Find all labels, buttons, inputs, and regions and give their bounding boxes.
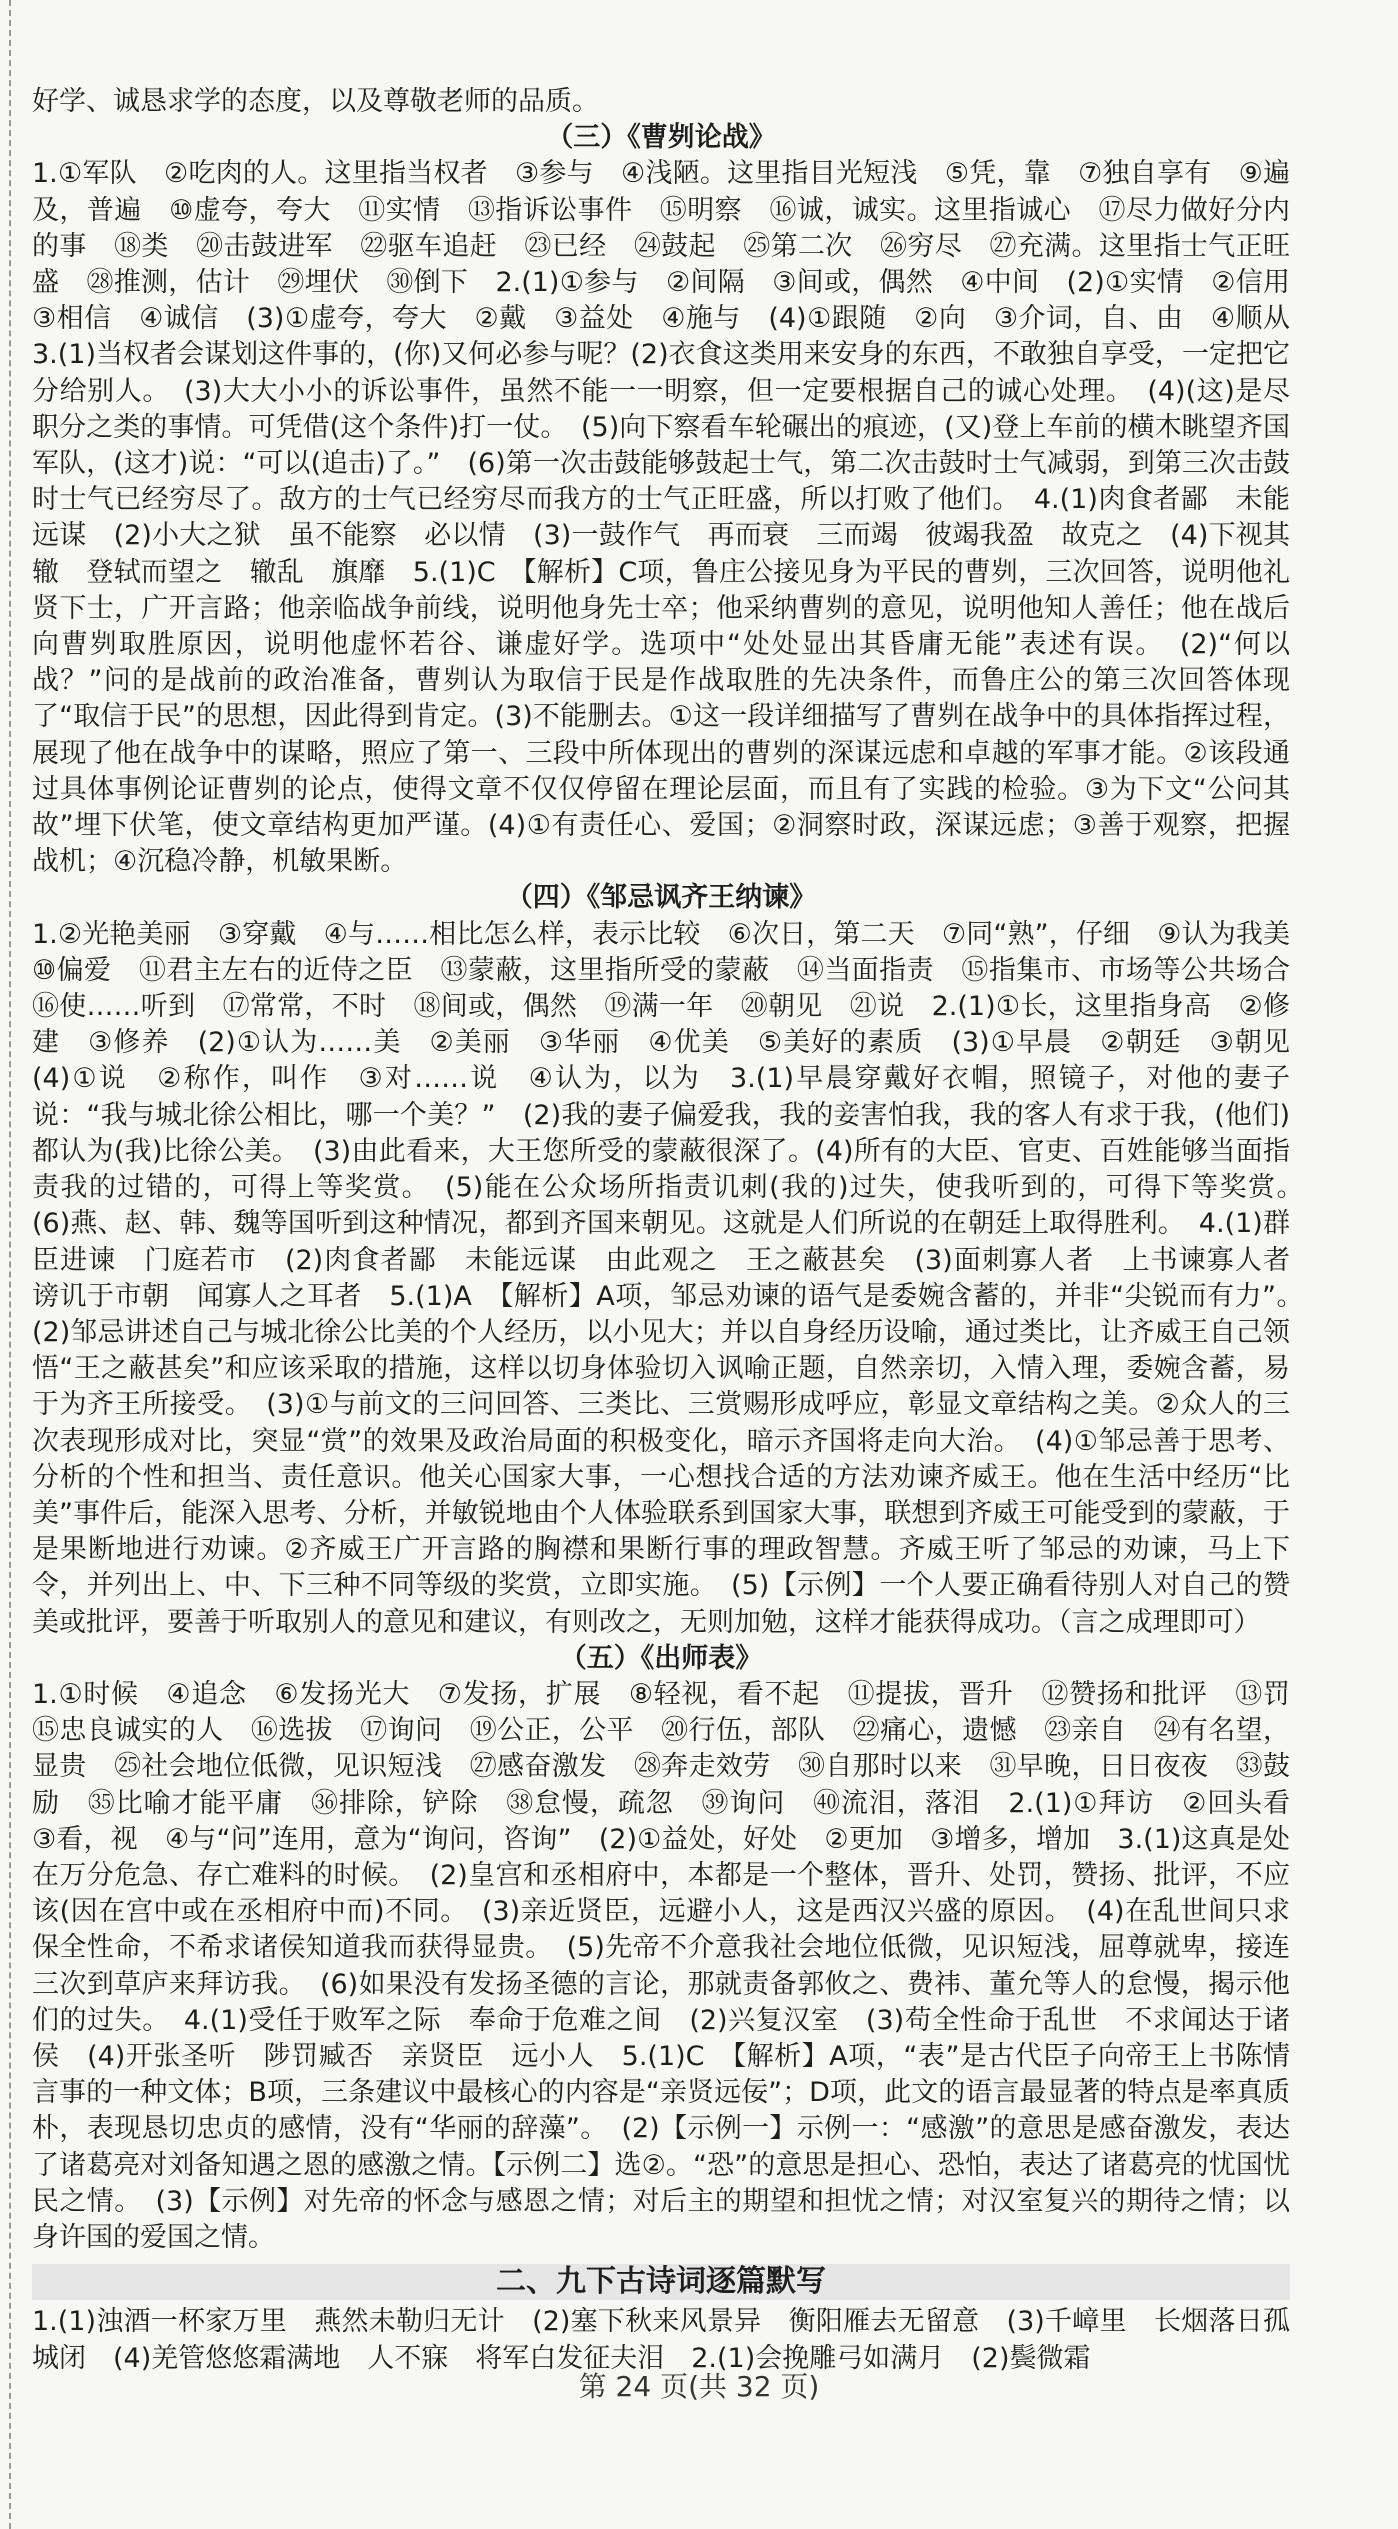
section-heading: （三）《曹刿论战》 [546, 122, 776, 154]
part-heading: 二、九下古诗词逐篇默写 [32, 2264, 1290, 2300]
section-heading: （四）《邹忌讽齐王纳谏》 [505, 882, 817, 914]
answer-paragraph: 1.①军队 ②吃肉的人。这里指当权者 ③参与 ④浅陋。这里指目光短浅 ⑤凭，靠 ⑦独自享有 ⑨遍及，普遍 ⑩虚夸，夸大 ⑪实情 ⑬指诉讼事件 ⑮明察 ⑯诚，诚实。这里指诚心 ⑰尽力做好分内的事 ⑱类 ⑳击鼓进军 ㉒驱车追赶 ㉓已经 ㉔鼓起 ㉕第二次 ㉖穷尽 ㉗充满。这里指士气正旺盛 ㉘推测，估计 ㉙埋伏 ㉚倒下 2.(1)①参与 ②间隔 ③间或，偶然 ④中间 (2)①实情 ②信用 ③相信 ④诚信 (3)①虚夸，夸大 ②戴 ③益处 ④施与 (4)①跟随 ②向 ③介词，自、由 ④顺从 3.(1)当权者会谋划这件事的，(你)又何必参与呢？(2)衣食这类用来安身的东西，不敢独自享受，一定把它分给别人。 (3)大大小小的诉讼事件，虽然不能一一明察，但一定要根据自己的诚心处理。 (4)(这)是尽职分之类的事情。可凭借(这个条件)打一仗。 (5)向下察看车轮碾出的痕迹，(又)登上车前的横木眺望齐国军队，(这才)说：“可以(追击)了。” (6)第一次击鼓能够鼓起士气，第二次击鼓时士气减弱，到第三次击鼓时士气已经穷尽了。敌方的士气已经穷尽而我方的士气正旺盛，所以打败了他们。 4.(1)肉食者鄙 未能远谋 (2)小大之狱 虽不能察 必以情 (3)一鼓作气 再而衰 三而竭 彼竭我盈 故克之 (4)下视其辙 登轼而望之 辙乱 旗靡 5.(1)C 【解析】C项，鲁庄公接见身为平民的曹刿，三次回答，说明他礼贤下士，广开言路；他亲临战争前线，说明他身先士卒；他采纳曹刿的意见，说明他知人善任；他在战后向曹刿取胜原因，说明他虚怀若谷、谦虚好学。选项中“处处显出其昏庸无能”表述有误。 (2)“何以战？”问的是战前的政治准备，曹刿认为取信于民是作战取胜的先决条件，而鲁庄公的第三次回答体现了“取信于民”的思想，因此得到肯定。(3)不能删去。①这一段详细描写了曹刿在战争中的具体指挥过程，展现了他在战争中的谋略，照应了第一、三段中所体现出的曹刿的深谋远虑和卓越的军事才能。②该段通过具体事例论证曹刿的论点，使得文章不仅仅停留在理论层面，而且有了实践的检验。③为下文“公问其故”埋下伏笔，使文章结构更加严谨。(4)①有责任心、爱国；②洞察时政，深谋远虑；③善于观察，把握战机；④沉稳冷静，机敏果断。 [32, 158, 1317, 878]
answer-text-body [32, 84, 1317, 2377]
answer-paragraph: 好学、诚恳求学的态度，以及尊敬老师的品质。 [32, 86, 599, 117]
answer-paragraph: 1.①时候 ④追念 ⑥发扬光大 ⑦发扬，扩展 ⑧轻视，看不起 ⑪提拔，晋升 ⑫赞扬和批评 ⑬罚 ⑮忠良诚实的人 ⑯选拔 ⑰询问 ⑲公正，公平 ⑳行伍，部队 ㉒痛心，遗憾 ㉓亲自 ㉔有名望，显贵 ㉕社会地位低微，见识短浅 ㉗感奋激发 ㉘奔走效劳 ㉚自那时以来 ㉛早晚，日日夜夜 ㉝鼓励 ㉟比喻才能平庸 ㊱排除，铲除 ㊳怠慢，疏忽 ㊴询问 ㊵流泪，落泪 2.(1)①拜访 ②回头看 ③看，视 ④与“问”连用，意为“询问，咨询” (2)①益处，好处 ②更加 ③增多，增加 3.(1)这真是处在万分危急、存亡难料的时候。 (2)皇宫和丞相府中，本都是一个整体，晋升、处罚，赞扬、批评，不应该(因在宫中或在丞相府中而)不同。 (3)亲近贤臣，远避小人，这是西汉兴盛的原因。 (4)在乱世间只求保全性命，不希求诸侯知道我而获得显贵。 (5)先帝不介意我社会地位低微，见识短浅，屈尊就卑，接连三次到草庐来拜访我。 (6)如果没有发扬圣德的言论，那就责备郭攸之、费祎、董允等人的怠慢，揭示他们的过失。 4.(1)受任于败军之际 奉命于危难之间 (2)兴复汉室 (3)苟全性命于乱世 不求闻达于诸侯 (4)开张圣听 陟罚臧否 亲贤臣 远小人 5.(1)C 【解析】A项，“表”是古代臣子向帝王上书陈情言事的一种文体；B项，三条建议中最核心的内容是“亲贤远佞”；D项，此文的语言最显著的特点是率真质朴，表现恳切忠贞的感情，没有“华丽的辞藻”。 (2)【示例一】示例一：“感激”的意思是感奋激发，表达了诸葛亮对刘备知遇之恩的感激之情。【示例二】选②。“恐”的意思是担心、恐怕，表达了诸葛亮的忧国忧民之情。 (3)【示例】对先帝的怀念与感恩之情；对后主的期望和担忧之情；对汉室复兴的期待之情；以身许国的爱国之情。 [32, 1678, 1317, 2253]
answer-paragraph: 1.②光艳美丽 ③穿戴 ④与……相比怎么样，表示比较 ⑥次日，第二天 ⑦同“熟”，仔细 ⑨认为我美 ⑩偏爱 ⑪君主左右的近侍之臣 ⑬蒙蔽，这里指所受的蒙蔽 ⑭当面指责 ⑮指集市、市场等公共场合 ⑯使……听到 ⑰常常，不时 ⑱间或，偶然 ⑲满一年 ⑳朝见 ㉑说 2.(1)①长，这里指身高 ②修建 ③修养 (2)①认为……美 ②美丽 ③华丽 ④优美 ⑤美好的素质 (3)①早晨 ②朝廷 ③朝见 (4)①说 ②称作，叫作 ③对……说 ④认为，以为 3.(1)早晨穿戴好衣帽，照镜子，对他的妻子说：“我与城北徐公相比，哪一个美？” (2)我的妻子偏爱我，我的妾害怕我，我的客人有求于我，(他们)都认为(我)比徐公美。 (3)由此看来，大王您所受的蒙蔽很深了。(4)所有的大臣、官吏、百姓能够当面指责我的过错的，可得上等奖赏。 (5)能在公众场所指责讥刺(我的)过失，使我听到的，可得下等奖赏。 (6)燕、赵、韩、魏等国听到这种情况，都到齐国来朝见。这就是人们所说的在朝廷上取得胜利。 4.(1)群臣进谏 门庭若市 (2)肉食者鄙 未能远谋 由此观之 王之蔽甚矣 (3)面刺寡人者 上书谏寡人者 谤讥于市朝 闻寡人之耳者 5.(1)A 【解析】A项，邹忌劝谏的语气是委婉含蓄的，并非“尖锐而有力”。 (2)邹忌讲述自己与城北徐公比美的个人经历，以小见大；并以自身经历设喻，通过类比，让齐威王自己领悟“王之蔽甚矣”和应该采取的措施，这样以切身体验切入讽喻正题，自然亲切，入情入理，委婉含蓄，易于为齐王所接受。 (3)①与前文的三问回答、三类比、三赏赐形成呼应，彰显文章结构之美。②众人的三次表现形成对比，突显“赏”的效果及政治局面的积极变化，暗示齐国将走向大治。 (4)①邹忌善于思考、分析的个性和担当、责任意识。他关心国家大事，一心想找合适的方法劝谏齐威王。他在生活中经历“比美”事件后，能深入思考、分析，并敏锐地由个人体验联系到国家大事，联想到齐威王可能受到的蒙蔽，于是果断地进行劝谏。②齐威王广开言路的胸襟和果断行事的理政智慧。齐威王听了邹忌的劝谏，马上下令，并列出上、中、下三种不同等级的奖赏，立即实施。 (5)【示例】一个人要正确看待别人对自己的赞美或批评，要善于听取别人的意见和建议，有则改之，无则加勉，这样才能获得成功。（言之成理即可） [32, 918, 1317, 1638]
page-footer: 第 24 页(共 32 页) [578, 2370, 820, 2403]
binding-dashed-line [9, 0, 11, 2529]
section-heading: （五）《出师表》 [559, 1642, 763, 1674]
answer-paragraph: 1.(1)浊酒一杯家万里 燕然未勒归无计 (2)塞下秋来风景异 衡阳雁去无留意 (3)千嶂里 长烟落日孤城闭 (4)羌管悠悠霜满地 人不寐 将军白发征夫泪 2.(1)会挽雕弓如满月 (2)鬓微霜 [32, 2306, 1290, 2374]
